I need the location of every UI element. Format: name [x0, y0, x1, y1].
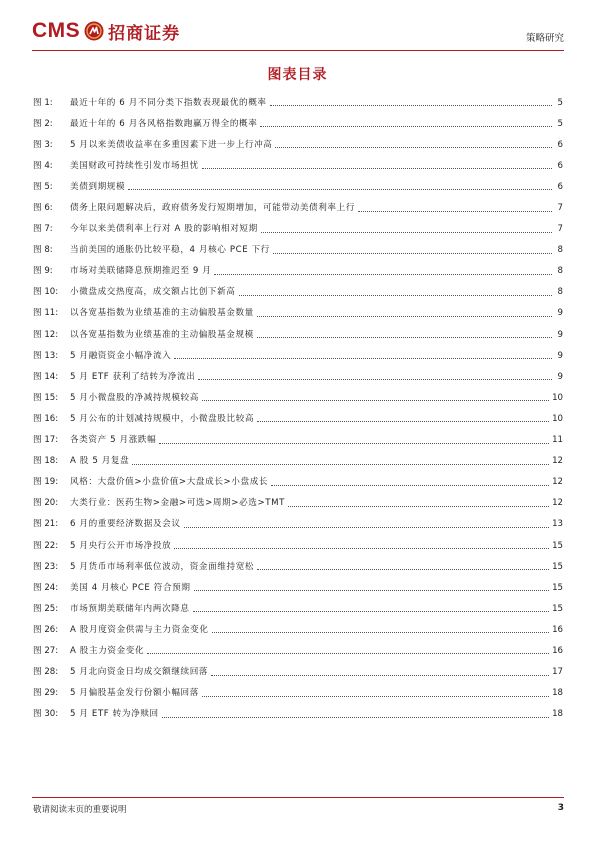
toc-entry[interactable]: [33, 387, 563, 408]
toc-entry[interactable]: [33, 598, 563, 619]
toc-dot-leader: [184, 527, 550, 528]
toc-entry-page: 16: [552, 645, 563, 656]
report-type-label: 策略研究: [525, 33, 564, 44]
toc-entry-label: 图 18:: [33, 456, 59, 467]
toc-entry-title: 市场对美联储降息预期推迟至 9 月: [70, 266, 212, 277]
toc-entry-title: 风格：大盘价值>小盘价值>大盘成长>小盘成长: [70, 477, 269, 488]
toc-entry[interactable]: [33, 324, 563, 345]
toc-entry-page: 6: [557, 181, 563, 192]
toc-entry[interactable]: [33, 640, 563, 661]
toc-dot-leader: [159, 443, 549, 444]
toc-entry-label: 图 1:: [33, 97, 53, 108]
toc-entry[interactable]: [33, 535, 563, 556]
toc-entry-label: 图 20:: [33, 498, 59, 509]
toc-entry[interactable]: [33, 514, 563, 535]
toc-entry[interactable]: [33, 451, 563, 472]
toc-dot-leader: [147, 653, 549, 654]
toc-entry-label: 图 14:: [33, 371, 59, 382]
toc-entry-title: 美国财政可持续性引发市场担忧: [70, 160, 199, 171]
toc-dot-leader: [194, 590, 550, 591]
toc-entry[interactable]: [33, 113, 563, 134]
toc-entry-label: 图 22:: [33, 540, 59, 551]
toc-entry-label: 图 8:: [33, 245, 53, 256]
toc-entry[interactable]: [33, 345, 563, 366]
toc-dot-leader: [202, 696, 549, 697]
toc-entry-label: 图 11:: [33, 308, 59, 319]
toc-entry-title: 5 月 ETF 转为净赎回: [70, 709, 159, 720]
toc-dot-leader: [193, 611, 550, 612]
toc-entry-page: 18: [552, 688, 563, 699]
toc-entry[interactable]: [33, 577, 563, 598]
toc-entry-title: 5 月偏股基金发行份额小幅回落: [70, 688, 199, 699]
toc-entry-title: 最近十年的 6 月不同分类下指数表现最优的概率: [70, 97, 267, 108]
toc-entry-label: 图 17:: [33, 435, 59, 446]
toc-entry-page: 5: [557, 118, 563, 129]
toc-entry[interactable]: [33, 408, 563, 429]
toc-entry-page: 9: [557, 350, 563, 361]
toc-entry-title: 6 月的重要经济数据及会议: [70, 519, 181, 530]
toc-entry-title: 债务上限问题解决后，政府债务发行短期增加，可能带动美债利率上行: [70, 203, 356, 214]
toc-dot-leader: [261, 232, 552, 233]
toc-dot-leader: [257, 316, 552, 317]
toc-entry[interactable]: [33, 134, 563, 155]
logo-chinese-text: 招商证券: [108, 23, 181, 44]
logo-latin-text: CMS: [32, 19, 81, 42]
toc-entry-label: 图 26:: [33, 624, 59, 635]
toc-entry-label: 图 24:: [33, 582, 59, 593]
toc-entry-title: 5 月央行公开市场净投放: [70, 540, 172, 551]
toc-entry-title: A 股主力资金变化: [70, 645, 145, 656]
toc-dot-leader: [174, 548, 549, 549]
toc-entry-page: 9: [557, 371, 563, 382]
toc-entry-title: 5 月 ETF 获利了结转为净流出: [70, 371, 196, 382]
toc-entry-page: 15: [552, 540, 563, 551]
toc-entry[interactable]: [33, 683, 563, 704]
toc-entry[interactable]: [33, 261, 563, 282]
toc-entry-page: 10: [552, 392, 563, 403]
toc-entry-label: 图 28:: [33, 667, 59, 678]
footer-disclaimer: 敬请阅读末页的重要说明: [33, 805, 127, 815]
toc-dot-leader: [273, 253, 552, 254]
toc-entry-label: 图 16:: [33, 413, 59, 424]
toc-dot-leader: [198, 379, 552, 380]
toc-entry-title: 最近十年的 6 月各风格指数跑赢万得全的概率: [70, 118, 258, 129]
toc-entry-page: 16: [552, 624, 563, 635]
toc-entry-label: 图 10:: [33, 287, 59, 298]
page-header: [32, 16, 564, 48]
toc-entry[interactable]: [33, 662, 563, 683]
toc-entry-title: 以各宽基指数为业绩基准的主动偏股基金数量: [70, 308, 254, 319]
toc-entry[interactable]: [33, 282, 563, 303]
toc-dot-leader: [212, 632, 550, 633]
toc-dot-leader: [132, 464, 549, 465]
toc-dot-leader: [257, 421, 549, 422]
toc-entry-label: 图 27:: [33, 645, 59, 656]
toc-entry-title: 小微盘成交热度高，成交额占比创下新高: [70, 287, 236, 298]
toc-entry-label: 图 2:: [33, 118, 53, 129]
toc-title: 图表目录: [267, 67, 328, 83]
toc-entry-page: 10: [552, 413, 563, 424]
toc-entry-title: 今年以来美债利率上行对 A 股的影响相对短期: [70, 224, 258, 235]
toc-entry-page: 5: [557, 97, 563, 108]
toc-entry-label: 图 4:: [33, 160, 53, 171]
toc-entry[interactable]: [33, 366, 563, 387]
toc-entry-page: 18: [552, 709, 563, 720]
toc-entry[interactable]: [33, 619, 563, 640]
toc-entry[interactable]: [33, 219, 563, 240]
toc-entry-page: 12: [552, 477, 563, 488]
toc-entry[interactable]: [33, 556, 563, 577]
toc-entry-title: 大类行业：医药生物>金融>可选>周期>必选>TMT: [70, 498, 286, 509]
toc-entry-page: 15: [552, 561, 563, 572]
toc-entry-label: 图 9:: [33, 266, 53, 277]
toc-entry-page: 6: [557, 160, 563, 171]
toc-entry-title: A 股 5 月复盘: [70, 456, 130, 467]
company-logo: [32, 18, 180, 44]
toc-entry-label: 图 12:: [33, 329, 59, 340]
toc-entry-label: 图 25:: [33, 603, 59, 614]
toc-entry-page: 12: [552, 456, 563, 467]
toc-dot-leader: [214, 274, 552, 275]
toc-dot-leader: [275, 147, 552, 148]
cms-emblem-icon: [84, 21, 104, 41]
toc-entry-title: 各类资产 5 月涨跌幅: [70, 435, 157, 446]
toc-entry-label: 图 13:: [33, 350, 59, 361]
toc-dot-leader: [239, 295, 553, 296]
toc-entry-label: 图 5:: [33, 181, 53, 192]
toc-entry[interactable]: [33, 704, 563, 725]
toc-dot-leader: [128, 189, 552, 190]
toc-entry-page: 17: [552, 667, 563, 678]
toc-entry-page: 8: [557, 266, 563, 277]
toc-entry-page: 15: [552, 603, 563, 614]
toc-entry-label: 图 7:: [33, 224, 53, 235]
toc-dot-leader: [257, 569, 549, 570]
toc-entry[interactable]: [33, 240, 563, 261]
toc-dot-leader: [211, 675, 549, 676]
toc-entry-title: 以各宽基指数为业绩基准的主动偏股基金规模: [70, 329, 254, 340]
toc-entry-page: 12: [552, 498, 563, 509]
toc-entry-title: 5 月货币市场利率低位波动，资金面维持宽松: [70, 561, 255, 572]
toc-dot-leader: [288, 506, 549, 507]
toc-entry-label: 图 23:: [33, 561, 59, 572]
toc-entry-title: 当前美国的通胀仍比较平稳，4 月核心 PCE 下行: [70, 245, 270, 256]
header-divider: [32, 50, 564, 51]
toc-entry-title: 美国 4 月核心 PCE 符合预期: [70, 582, 191, 593]
toc-dot-leader: [174, 358, 552, 359]
toc-entry[interactable]: [33, 430, 563, 451]
toc-entry-label: 图 30:: [33, 709, 59, 720]
toc-entry-label: 图 19:: [33, 477, 59, 488]
toc-entry-title: A 股月度资金供需与主力资金变化: [70, 624, 209, 635]
toc-entry-title: 5 月以来美债收益率在多重因素下进一步上行冲高: [70, 139, 273, 150]
toc-entry-label: 图 6:: [33, 203, 53, 214]
toc-entry-label: 图 21:: [33, 519, 59, 530]
toc-entry[interactable]: [33, 155, 563, 176]
figure-toc-list: [33, 92, 563, 725]
toc-entry-label: 图 3:: [33, 139, 53, 150]
toc-entry-page: 15: [552, 582, 563, 593]
toc-dot-leader: [260, 126, 552, 127]
toc-entry-title: 美债到期规模: [70, 181, 126, 192]
toc-entry-page: 7: [557, 203, 563, 214]
toc-entry[interactable]: [33, 92, 563, 113]
toc-dot-leader: [271, 485, 549, 486]
toc-entry-page: 9: [557, 329, 563, 340]
toc-entry-page: 13: [552, 519, 563, 530]
toc-entry-title: 5 月小微盘股的净减持规模较高: [70, 392, 199, 403]
toc-entry-title: 5 月融资资金小幅净流入: [70, 350, 172, 361]
toc-entry[interactable]: [33, 197, 563, 218]
footer-divider: [32, 797, 564, 798]
toc-entry-title: 5 月北向资金日均成交额继续回落: [70, 667, 209, 678]
page-number: 3: [557, 803, 564, 813]
toc-entry-page: 9: [557, 308, 563, 319]
toc-entry-title: 5 月公布的计划减持规模中，小微盘股比较高: [70, 413, 255, 424]
toc-entry-page: 8: [557, 245, 563, 256]
toc-dot-leader: [358, 211, 552, 212]
toc-entry-page: 11: [552, 435, 563, 446]
toc-dot-leader: [257, 337, 552, 338]
toc-dot-leader: [202, 168, 552, 169]
toc-entry-page: 7: [557, 224, 563, 235]
toc-entry-label: 图 29:: [33, 688, 59, 699]
toc-entry[interactable]: [33, 176, 563, 197]
toc-entry-page: 6: [557, 139, 563, 150]
toc-entry[interactable]: [33, 493, 563, 514]
toc-entry[interactable]: [33, 472, 563, 493]
toc-entry-page: 8: [557, 287, 563, 298]
toc-dot-leader: [162, 717, 549, 718]
toc-entry-title: 市场预期美联储年内两次降息: [70, 603, 190, 614]
toc-entry-label: 图 15:: [33, 392, 59, 403]
toc-dot-leader: [270, 105, 552, 106]
toc-dot-leader: [202, 400, 549, 401]
toc-entry[interactable]: [33, 303, 563, 324]
